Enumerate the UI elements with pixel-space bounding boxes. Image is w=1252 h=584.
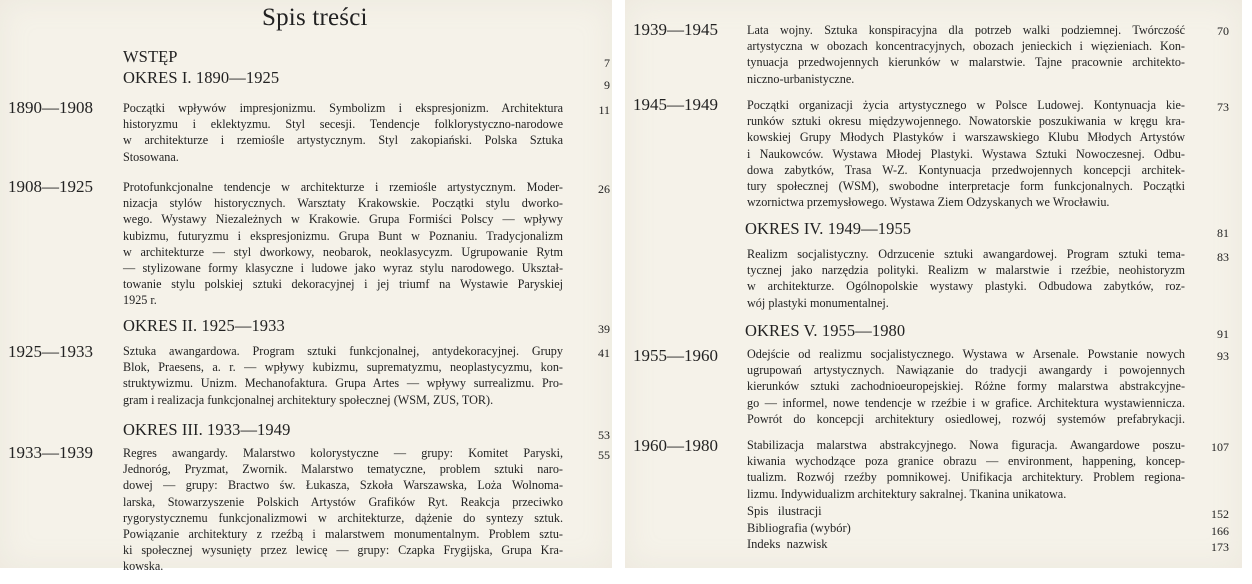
page-number: 83 <box>1217 250 1229 264</box>
desc-line: tury społecznej (WSM), swobodne interpretacje form funkcjonalnych. Początki <box>747 179 1185 194</box>
period-description <box>747 437 1185 502</box>
page-number: 39 <box>598 322 610 336</box>
heading-okres-5: OKRES V. 1955—1980 <box>745 321 906 340</box>
heading-wstep: WSTĘP <box>123 47 178 66</box>
period-range: 1939—1945 <box>633 20 718 39</box>
desc-line: Regres awangardy. Malarstwo kolorystyczne — grupy: Komitet Paryski, <box>123 446 563 460</box>
period-range: 1955—1960 <box>633 346 718 365</box>
desc-line: w architekturze i rzemiośle artystycznym. Styl zakopiański. Polska Sztuka <box>123 133 563 148</box>
page-number: 7 <box>604 56 610 70</box>
desc-line: Stosowana. <box>123 149 179 164</box>
desc-line: tualizm. Rozwój rzeźby pomnikowej. Unifikacja architektury. Problem regiona- <box>747 470 1185 485</box>
heading-okres-4: OKRES IV. 1949—1955 <box>745 219 912 238</box>
page-number: 53 <box>598 428 610 442</box>
desc-line: historyzmu i eklektyzmu. Styl secesji. Tendencje folklorystyczno-narodowe <box>123 117 563 132</box>
desc-line: ugrupowań artystycznych. Nawiązanie do tradycji awangardy i powojennych <box>747 363 1185 378</box>
desc-line: struktywizmu. Unizm. Mechanofaktura. Grupa Artes — wpływy surrealizmu. Pro- <box>123 376 563 391</box>
desc-line: larska, Stowarzyszenie Polskich Artystów Grafików Ryt. Reakcja przeciwko <box>123 494 563 509</box>
desc-line: Powiązanie architektury z rzeźbą i malarstwem monumentalnym. Problem sztu- <box>123 527 563 542</box>
page-number: 26 <box>598 182 610 196</box>
page-number: 91 <box>1217 327 1229 341</box>
page-number: 70 <box>1217 24 1229 38</box>
page-number: 107 <box>1211 440 1229 454</box>
back-matter-indeks: Indeks nazwisk <box>747 537 828 551</box>
desc-line: Blok, Praesens, a. r. — wpływy kubizmu, suprematyzmu, neoplastycyzmu, kon- <box>123 360 563 375</box>
heading-okres-2: OKRES II. 1925—1933 <box>123 316 285 335</box>
desc-line: dowa zabytków, Trasa W-Z. Kontynuacja przedwojennych koncepcji architek- <box>747 162 1185 177</box>
period-range: 1945—1949 <box>633 95 718 114</box>
desc-line: kowska. <box>123 559 164 574</box>
desc-line: lizmu. Indywidualizm architektury sakralnej. Tkanina unikatowa. <box>747 486 1067 501</box>
page-number: 55 <box>598 448 610 462</box>
desc-line: artystyczna w obozach koncentracyjnych, obozach jenieckich i więzieniach. Kon- <box>747 39 1185 54</box>
heading-okres-3: OKRES III. 1933—1949 <box>123 420 291 439</box>
period-description <box>747 346 1185 427</box>
page-number: 93 <box>1217 349 1229 363</box>
desc-line: Jednoróg, Pryzmat, Zwornik. Malarstwo tematyczne, problem sztuki naro- <box>123 462 563 477</box>
period-range: 1908—1925 <box>8 177 93 196</box>
period-description <box>123 445 563 575</box>
page-number: 81 <box>1217 226 1229 240</box>
period-description <box>747 22 1185 87</box>
desc-line: kubizmu, futuryzmu i ekspresjonizmu. Grupa Bunt w Poznaniu. Tradycjonalizm <box>123 228 563 243</box>
period-description <box>123 343 563 408</box>
back-matter-bibliografia: Bibliografia (wybór) <box>747 521 851 535</box>
page-number: 152 <box>1211 507 1229 521</box>
desc-line: go — informel, nowe tendencje w rzeźbie i w grafice. Architektura wystawiennicza. <box>747 395 1185 410</box>
desc-line: Realizm socjalistyczny. Odrzucenie sztuki awangardowej. Program sztuki tema- <box>747 247 1185 261</box>
period-description <box>123 100 563 165</box>
desc-line: kiwania wychodzące poza granice obrazu — environment, happening, koncep- <box>747 454 1185 469</box>
desc-line: kierunków sztuki zachodnioeuropejskiej. Różne formy malarstwa abstrakcyjne- <box>747 379 1185 394</box>
desc-line: Stabilizacja malarstwa abstrakcyjnego. Nowa figuracja. Awangardowe poszu- <box>747 438 1185 452</box>
desc-line: i Naukowców. Wystawa Młodej Plastyki. Wystawa Sztuki Nowoczesnej. Odbu- <box>747 146 1185 161</box>
desc-line: towanie stylu polskiej sztuki dekoracyjnej i jej triumf na Wystawie Paryskiej <box>123 277 563 292</box>
desc-line: 1925 r. <box>123 293 157 308</box>
desc-line: — stylizowane formy klasyczne i ludowe jako wyraz stylu narodowego. Ukształ- <box>123 261 563 276</box>
desc-line: gram i realizacja funkcjonalnej architektury społecznej (WSM, ZUS, TOR). <box>123 392 494 407</box>
back-matter-spis-ilustracji: Spis ilustracji <box>747 504 822 518</box>
page-title: Spis treści <box>262 4 368 31</box>
heading-okres-1: OKRES I. 1890—1925 <box>123 68 280 87</box>
page-number: 166 <box>1211 524 1229 538</box>
desc-line: Początki wpływów impresjonizmu. Symbolizm i ekspresjonizm. Architektura <box>123 101 563 115</box>
desc-line: rygorystycznemu funkcjonalizmowi w architekturze, dążenie do syntezy sztuk. <box>123 510 563 525</box>
desc-line: dowej — grupy: Bractwo św. Łukasza, Szkoła Warszawska, Loża Wolnoma- <box>123 478 563 493</box>
period-description <box>747 246 1185 311</box>
desc-line: tynuacja przedwojennych kierunków w malarstwie. Tajne pracownie architekto- <box>747 55 1185 70</box>
period-range: 1925—1933 <box>8 342 93 361</box>
desc-line: Odejście od realizmu socjalistycznego. Wystawa w Arsenale. Powstanie nowych <box>747 347 1185 361</box>
period-range: 1890—1908 <box>8 98 93 117</box>
desc-line: Początki organizacji życia artystycznego w Polsce Ludowej. Kontynuacja kie- <box>747 98 1185 112</box>
period-description <box>747 97 1185 210</box>
page-number: 9 <box>604 78 610 92</box>
desc-line: niczno-urbanistyczne. <box>747 71 855 86</box>
desc-line: w architekturze. Ogólnopolskie wystawy plastyki. Odbudowa zabytków, roz- <box>747 279 1185 294</box>
desc-line: nizacja stylów historycznych. Warsztaty Krakowskie. Początki stylu dworko- <box>123 196 563 211</box>
desc-line: Sztuka awangardowa. Program sztuki funkcjonalnej, antydekoracyjnej. Grupy <box>123 344 563 358</box>
desc-line: wego. Wystawy Niezależnych w Krakowie. Grupa Formiści Polscy — wpływy <box>123 212 563 227</box>
desc-line: Powrót do koncepcji architektury osiedlowej, rozwój systemów prefabrykacji. <box>747 411 1185 426</box>
page-number: 73 <box>1217 100 1229 114</box>
desc-line: w architekturze — styl dworkowy, neobarok, neoklasycyzm. Ugrupowanie Rytm <box>123 244 563 259</box>
desc-line: kowskiej Grupy Młodych Plastyków i warszawskiego Klubu Młodych Artystów <box>747 130 1185 145</box>
page-number: 173 <box>1211 540 1229 554</box>
right-page <box>625 0 1242 568</box>
desc-line: ki społecznej wysunięty przez lewicę — grupy: Czapka Frygijska, Grupa Kra- <box>123 543 563 558</box>
period-range: 1960—1980 <box>633 436 718 455</box>
desc-line: Protofunkcjonalne tendencje w architekturze i rzemiośle artystycznym. Moder- <box>123 180 563 194</box>
desc-line: wzornictwa przemysłowego. Wystawa Ziem Odzyskanych we Wrocławiu. <box>747 195 1110 210</box>
desc-line: Lata wojny. Sztuka konspiracyjna dla potrzeb walki podziemnej. Twórczość <box>747 23 1185 37</box>
period-description <box>123 179 563 309</box>
desc-line: wój plastyki monumentalnej. <box>747 295 889 310</box>
desc-line: runków sztuki okresu międzywojennego. Nowatorskie poszukiwania w kręgu kra- <box>747 114 1185 129</box>
left-page <box>0 0 612 574</box>
desc-line: tycznej jako narzędzia polityki. Realizm w malarstwie i rzeźbie, neohistoryzm <box>747 263 1185 278</box>
page-number: 11 <box>598 103 610 117</box>
page-number: 41 <box>598 346 610 360</box>
period-range: 1933—1939 <box>8 443 93 462</box>
